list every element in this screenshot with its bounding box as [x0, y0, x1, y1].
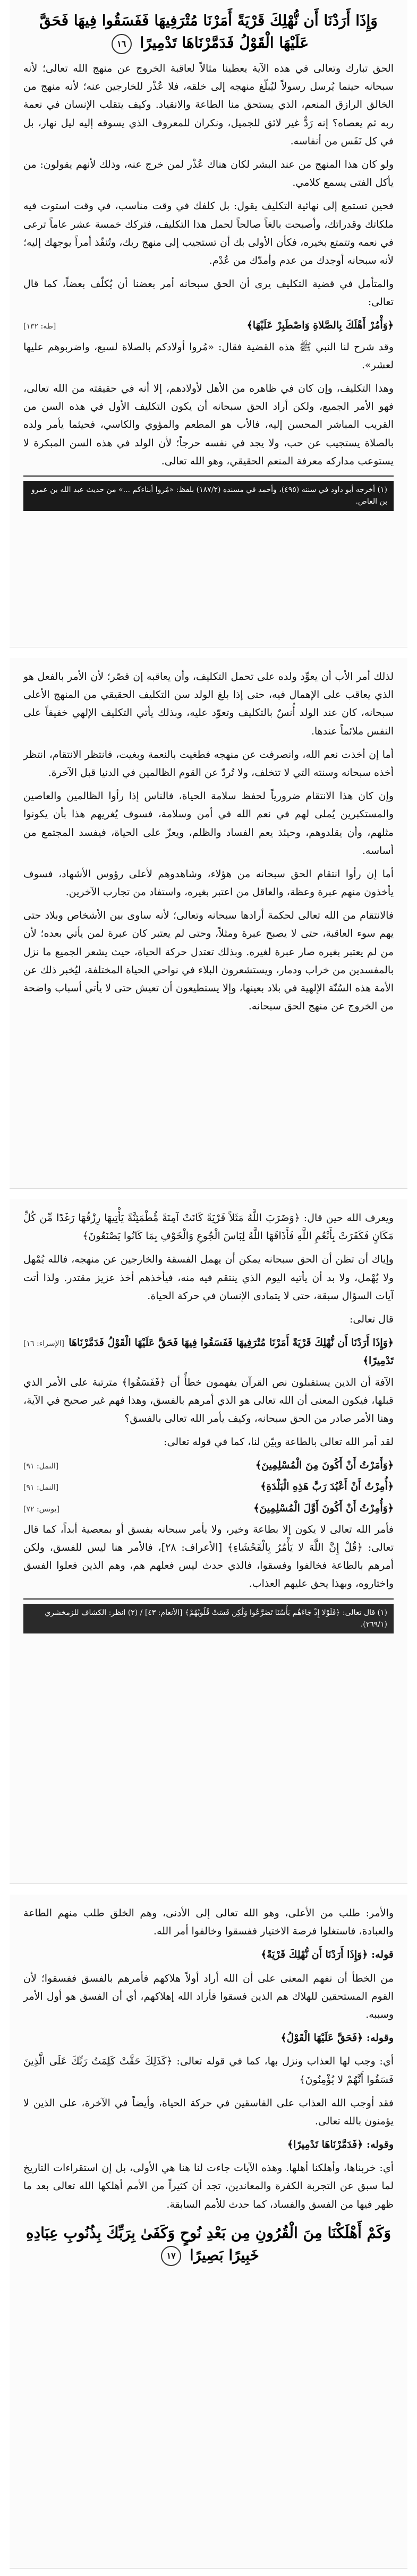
quran-quote: وقوله: ﴿فَحَقَّ عَلَيْهَا الْقَوْلُ﴾ [280, 2032, 394, 2044]
paragraph: لقد أمر الله تعالى بالطاعة وبيّن لنا، كما في قوله تعالى: [164, 1436, 394, 1448]
footnote: (١) قال تعالى: ﴿فَلَوْلا إِذْ جَاءَهُم بَأْسُنَا تَضَرَّعُوا وَلَٰكِن قَسَتْ قُلُوبُهُمْ﴾ [الأنعام: ٤٣] / (٢) انظر: الكشاف للزمخشري (٢٦٩/١). [23, 1604, 394, 1634]
quran-quote-line [23, 1334, 394, 1370]
paragraph: أما إن رأوا انتقام الحق سبحانه من هؤلاء، وشاهدوهم لأعلى رؤوس الأشهاد، فسوف يأخذون منهم عبرة وعظة، والعاقل من اعتبر بغيره، واستفاد من تجارب الآخرين. [23, 868, 394, 898]
scan-block-4 [10, 1895, 407, 2569]
paragraph: وإياك أن تظن أن الحق سبحانه يمكن أن يهمل الفسقة والخارجين عن منهجه، فالله يُمْهل ولا يُهْمل، ولا بد أن يأتيه اليوم الذي ينتقم فيه منه، فيأخذهم أخذ عزيز مقتدر. ولذا أتت آيات السؤال سبقة، حتى لا يتمادى الإنسان في حركة الحياة. [23, 1254, 394, 1302]
paragraph: الآفة أن الذين يستقبلون نص القرآن يفهمون خطأً أن ﴿فَفَسَقُوا﴾ مترتبة على الأمر الذي قبلها، فيكون المعنى أن الله تعالى هو الذي أمرهم بالفسق، وهذا فهم غير صحيح في الآية، وهنا الأمر صادر من الحق سبحانه، وكيف يأمر الله تعالى بالفسق؟ [23, 1376, 394, 1424]
footnote-divider [23, 476, 394, 477]
scan-block-2 [10, 658, 407, 1189]
paragraph: أي: خربناها، وأهلكنا أهلها. وهذه الآيات جاءت لنا هنا هي الأولى، بل إن استقراءات التاريخ لما سبق عن التجربة الكفرة والمعاندين، تجد أن كثيراً من الأمم أهلكها الله تعالى بعد ما ظهر فيها من الفسق والفساد، كما حدث للأمم السابقة. [23, 2162, 394, 2210]
paragraph: قال تعالى: [350, 1313, 394, 1325]
verse-top-text: وَإِذَا أَرَدْنَا أَن نُّهْلِكَ قَرْيَةً أَمَرْنَا مُتْرَفِيهَا فَفَسَقُوا فِيهَا فَحَقَّ عَلَيْهَا الْقَوْلُ فَدَمَّرْنَاهَا تَدْمِيرًا [39, 12, 378, 51]
quran-ref-line [23, 1456, 394, 1474]
paragraph: أي: وجب لها العذاب ونزل بها، كما في قوله تعالى: ﴿كَذَلِكَ حَقَّتْ كَلِمَتُ رَبِّكَ عَلَى الَّذِينَ فَسَقُوا أَنَّهُمْ لا يُؤْمِنُونَ﴾ [23, 2055, 394, 2086]
ayah-number-badge: ١٦ [112, 34, 132, 54]
paragraph: فالانتقام من الله تعالى لحكمة أرادها سبحانه وتعالى؛ لأنه ساوى بين الأشخاص وبلاد حتى يهم سوء العاقبة، حتى لا يصبح عبرة ومثلاً، وحتى لم يعتبر كان عبرة لمن يأتي بعده؛ لأن من لم يعتبر بغيره صار عبرة لغيره. وبذلك تعتدل حركة الحياة، حيث يشعر الجميع ما نزل بالمفسدين من خراب ودمار، ويستشعرون البلاء في نواحي الحياة المختلفة، ليُخبر ذلك عن الأمة هذه السُنّة الإلهية في بلاد بعينها، وإلا يستطيعون أن تعيش حتى لا يأتي أسباب واضحة من الخروج عن منهج الحق سبحانه. [23, 910, 394, 1013]
paragraph: فقد أوجب الله العذاب على الفاسقين في حركة الحياة، وأيضاً في الآخرة، على الذين لا يؤمنون بالله تعالى. [23, 2097, 394, 2127]
surah-reference: [يونس: ٧٢] [23, 1505, 60, 1514]
quran-quote: ﴿وَإِذَا أَرَدْنَا أَن نُّهْلِكَ قَرْيَةً أَمَرْنَا مُتْرَفِيهَا فَفَسَقُوا فِيهَا فَحَقَّ عَلَيْهَا الْقَوْلُ فَدَمَّرْنَاهَا تَدْمِيرًا﴾ [69, 1337, 394, 1367]
paragraph: والأمر: طلب من الأعلى، وهو الله تعالى إلى الأدنى، وهم الخلق طلب منهم الطاعة والعبادة، فاستغلوا فرصة الاختيار ففسقوا وخالفوا أمر الله. [23, 1907, 394, 1938]
paragraph: لذلك أمر الأب أن يعوِّد ولده على تحمل التكليف، وأن يعاقبه إن قصّر؛ لأن الأمر بالفعل هو الذي يعاقب على الإهمال فيه، حتى إذا بلغ الولد سن التكليف الحقيقي من المنهج الأعلى سبحانه، كان عند الولد أُنسٌ بالتكليف وتعوّد عليه، وبذلك يأتي التكليف الإلهي خفيفاً على النفس ملائماً عندها. [23, 671, 394, 737]
scan-block-1 [10, 0, 407, 647]
verse-bottom-text: وَكَمْ أَهْلَكْنَا مِنَ الْقُرُونِ مِن بَعْدِ نُوحٍ وَكَفَىٰ بِرَبِّكَ بِذُنُوبِ عِبَادِهِ خَبِيرًا بَصِيرًا [25, 2224, 392, 2264]
ayah-number-badge: ١٧ [161, 2246, 181, 2266]
surah-reference: [النمل: ٩١] [23, 1483, 59, 1492]
paragraph: ولو كان هذا المنهج من عند البشر لكان هناك عُذْر لمن خرج عنه، وذلك لأنهم يقولون: من يأكل الفتى يسمع كلامي. [23, 158, 394, 189]
paragraph: فأمر الله تعالى لا يكون إلا بطاعة وخير، ولا يأمر سبحانه بفسق أو بمعصية أبداً، كما قال تعالى: ﴿قُلْ إِنَّ اللَّهَ لا يَأْمُرُ بِالْفَحْشَاءِ﴾ [الأعراف: ٢٨]، فالأمر هنا ليس للفسق، ولكن أمرهم بالطاعة فخالفوا وفسقوا، فالذي حدث ليس فعلهم هم، وهم الذين فعلوا الفسق واختاروه، وبهذا يحق عليهم العذاب. [23, 1523, 394, 1590]
footnote: (١) أخرجه أبو داود في سننه (٤٩٥)، وأحمد في مسنده (١٨٧/٢) بلفظ: «مُروا أبناءكم ...» من حديث عبد الله بن عمرو بن العاص. [23, 481, 394, 511]
paragraph: وهذا التكليف، وإن كان في ظاهره من الأهل لأولادهم، إلا أنه في حقيقته من الله تعالى، فهو الأمر الجميع، ولكن أراد الحق سبحانه أن يكون التكليف الأول في هذه السن من القريب المباشر المحسن إليه، فالأب هو المطعم والمؤوي والكاسي، فحيثما يأمر ولده بالصلاة يستجيب عن حب، ولا يجد في نفسه حرجاً؛ لأن الولد في هذه السن المبكرة لا يستوعب مداركه معرفة المنعم الحقيقي، وهو الله تعالى. [23, 383, 394, 467]
quran-quote-line [23, 316, 394, 334]
surah-reference: [الإسراء: ١٦] [23, 1339, 64, 1348]
paragraph: والمتأمل في قضية التكليف يرى أن الحق سبحانه أمر بعضنا أن يُكلّف بعضاً، كما قال تعالى: [23, 278, 394, 308]
surah-reference: [طه: ١٣٢] [23, 322, 56, 331]
quran-quote: ﴿وَأْمُرْ أَهْلَكَ بِالصَّلاةِ وَاصْطَبِرْ عَلَيْهَا﴾ [246, 319, 394, 332]
paragraph: أما إن أخذت نعم الله، وانصرفت عن منهجه فطغيت بالنعمة وبغيت، فانتظر الانتقام، انتظر أخذه سبحانه وسنته التي لا تتخلف، ولا تُردّ عن القوم الظالمين في الدنيا قبل الآخرة. [23, 748, 394, 779]
paragraph: الحق تبارك وتعالى في هذه الآية يعطينا مثالاً لعاقبة الخروج عن منهج الله تعالى؛ لأنه سبحانه حينما يُرسل رسولاً ليُبلّغ منهجه إلى خلقه، فلا عُذْر للخارجين عنه؛ لأنه منهج من الخالق الرازق المنعم، الذي يستحق منا الطاعة والانقياد. وكيف يتقلب الإنسان في نعمة ربه ثم يعصاه؟ إنه رَدٌّ غير لائق للجميل، ونكران للمعروف الذي يسوقه إليه ليل نهار، بل في كل نَفَس من أنفاسه. [23, 63, 394, 147]
quran-quote: قوله: ﴿وَإِذَا أَرَدْنَا أَن نُّهْلِكَ قَرْيَةً﴾ [260, 1949, 394, 1961]
verse-banner-bottom [23, 2222, 394, 2267]
paragraph: وإن كان هذا الانتقام ضرورياً لحفظ سلامة الحياة، فالناس إذا رأوا الظالمين والعاصين والمستكبرين يُملى لهم في نعم الله في أمن وسلامة، فسوف يُغريهم هذا بأن يكونوا مثلهم، وأن يقلدوهم، وحيئذ يعم الفساد والظلم، ويعزّ على الحياة، فيفسد المجتمع من أساسه. [23, 790, 394, 857]
quran-ref-line [23, 1477, 394, 1496]
quran-quote: ﴿وَأُمِرْتُ أَنْ أَكُونَ أَوَّلَ الْمُسْلِمِينَ﴾ [253, 1502, 394, 1514]
scan-block-3 [10, 1199, 407, 1884]
paragraph: من الخطأ أن نفهم المعنى على أن الله أراد أولاً هلاكهم فأمرهم بالفسق ففسقوا؛ لأن القوم المستحقين للهلاك هم الذين فسقوا فأراد الله إهلاكهم، أي أن الفسق هو أول الأمر وسببه. [23, 1972, 394, 2020]
paragraph: ويعرف الله حين قال: ﴿وَضَرَبَ اللَّهُ مَثَلاً قَرْيَةً كَانَتْ آمِنَةً مُّطْمَئِنَّةً يَأْتِيهَا رِزْقُهَا رَغَدًا مِّن كُلِّ مَكَانٍ فَكَفَرَتْ بِأَنْعُمِ اللَّهِ فَأَذَاقَهَا اللَّهُ لِبَاسَ الْجُوعِ وَالْخَوْفِ بِمَا كَانُوا يَصْنَعُونَ﴾ [23, 1212, 394, 1242]
quran-quote: ﴿وَأَمَرْتُ أَنْ أَكُونَ مِنَ الْمُسْلِمِينَ﴾ [255, 1459, 394, 1472]
surah-reference: [النمل: ٩١] [23, 1462, 59, 1471]
footnote-divider [23, 1598, 394, 1600]
verse-banner-top [23, 10, 394, 54]
quran-quote: وقوله: ﴿فَدَمَّرْنَاهَا تَدْمِيرًا﴾ [287, 2139, 394, 2151]
quran-quote: ﴿أُمِرْتُ أَنْ أَعْبُدَ رَبَّ هَذِهِ الْبَلْدَةِ﴾ [260, 1481, 394, 1493]
paragraph: وقد شرح لنا النبي ﷺ هذه القضية فقال: «مُروا أولادكم بالصلاة لسبع، واضربوهم عليها لعشر». [23, 341, 394, 371]
paragraph: فحين تستمع إلى نهائية التكليف يقول: بل كلفك في وقت مناسب، في وقت استوت فيه ملكاتك وقدراتك، وأصبحت بالغاً صالحاً لحمل هذا التكليف، فتركك خمسة عشر عاماً ترعى في نعمه وتتمتع بخيره، فكأن الأولى بك أن تستجيب إلى منهج ربك، وتُنفّذ أمراً يوجهك إليه؛ لأنه سبحانه أوجدك من عدم وأمدّك من عُدْم. [23, 200, 394, 266]
quran-ref-line [23, 1499, 394, 1517]
